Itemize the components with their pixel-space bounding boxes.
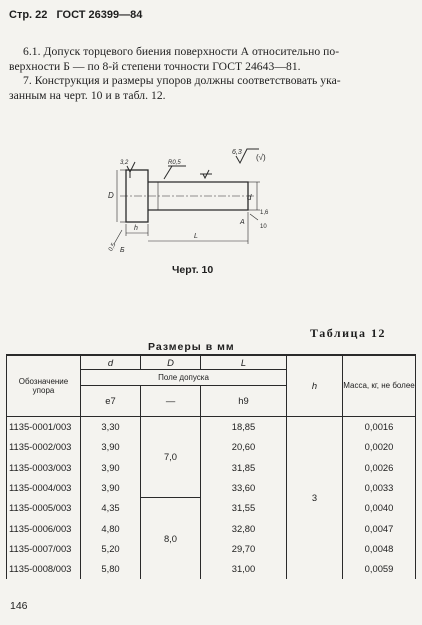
- tolerance-d: e7: [81, 385, 141, 416]
- surface-A-label: А: [240, 219, 245, 226]
- col-mass: Масса, кг, не более: [343, 355, 416, 416]
- roughness-main-value: 6,3: [232, 149, 242, 156]
- paragraph-7-line1: 7. Конструкция и размеры упоров должны соответствовать ука-: [23, 74, 341, 87]
- table-row: 1135-0006/003 4,80 32,80 0,0047: [7, 518, 416, 538]
- roughness-paren: (√): [256, 153, 266, 162]
- h-value: 3: [287, 416, 343, 579]
- tolerance-L: h9: [201, 385, 287, 416]
- roughness-main-symbol: [232, 149, 266, 163]
- table-row: 1135-0003/003 3,90 31,85 0,0026: [7, 457, 416, 477]
- roughness-shank-value: R0,5: [168, 160, 181, 166]
- tolerance-field-header: Поле допуска: [81, 369, 287, 385]
- paragraph-7-line2: занным на черт. 10 и в табл. 12.: [9, 89, 166, 102]
- table-title: Размеры в мм: [148, 341, 235, 353]
- table-number: Таблица 12: [310, 326, 386, 340]
- dim-h-label: h: [134, 225, 138, 232]
- roughness-head-symbol: [120, 160, 135, 178]
- table-row: 1135-0005/003 4,35 8,0 31,55 0,0040: [7, 498, 416, 518]
- dim-L-label: L: [194, 233, 198, 240]
- paragraph-6-1-line1: 6.1. Допуск торцевого биения поверхности А относительно по-: [23, 45, 340, 58]
- table-row: 1135-0002/003 3,90 20,60 0,0020: [7, 437, 416, 457]
- col-L: L: [201, 355, 287, 369]
- col-designation: Обозначение упора: [7, 355, 81, 416]
- drawing-caption: Черт. 10: [172, 264, 214, 276]
- table-row: 1135-0007/003 5,20 29,70 0,0048: [7, 538, 416, 558]
- roughness-shank-top: [200, 170, 212, 178]
- part-drawing: [100, 140, 300, 262]
- paragraph-6-1-line2: верхности Б — по 8-й степени точности ГОСТ 24643—81.: [9, 60, 301, 73]
- page-header: [9, 9, 148, 21]
- surface-B-label: Б: [120, 247, 125, 254]
- table-row: 1135-0008/003 5,80 31,00 0,0059: [7, 559, 416, 579]
- table-row: 1135-0001/003 3,30 7,0 18,85 3 0,0016: [7, 416, 416, 437]
- chamfer-label: 1,6: [260, 210, 269, 216]
- tolerance-D: —: [141, 385, 201, 416]
- standard-label: ГОСТ 26399—84: [56, 9, 143, 21]
- dim-d-label: d: [247, 193, 252, 202]
- dimensions-table: [6, 354, 416, 579]
- page-label: Стр. 22: [9, 9, 48, 21]
- col-d: d: [81, 355, 141, 369]
- paragraph-6-1: [9, 44, 411, 74]
- dim-10-label: 10: [260, 224, 267, 230]
- col-D: D: [141, 355, 201, 369]
- col-h: h: [287, 355, 343, 416]
- roughness-shank-symbol: [164, 160, 186, 179]
- roughness-head-value: 3,2: [120, 160, 129, 166]
- D-value-1: 7,0: [141, 416, 201, 498]
- paragraph-7: [9, 73, 411, 103]
- D-value-2: 8,0: [141, 498, 201, 579]
- chamfer-left-label: 0,5: [108, 242, 118, 253]
- table-row: 1135-0004/003 3,90 33,60 0,0033: [7, 477, 416, 497]
- page-number: 146: [10, 600, 28, 612]
- dim-D-label: D: [108, 191, 114, 200]
